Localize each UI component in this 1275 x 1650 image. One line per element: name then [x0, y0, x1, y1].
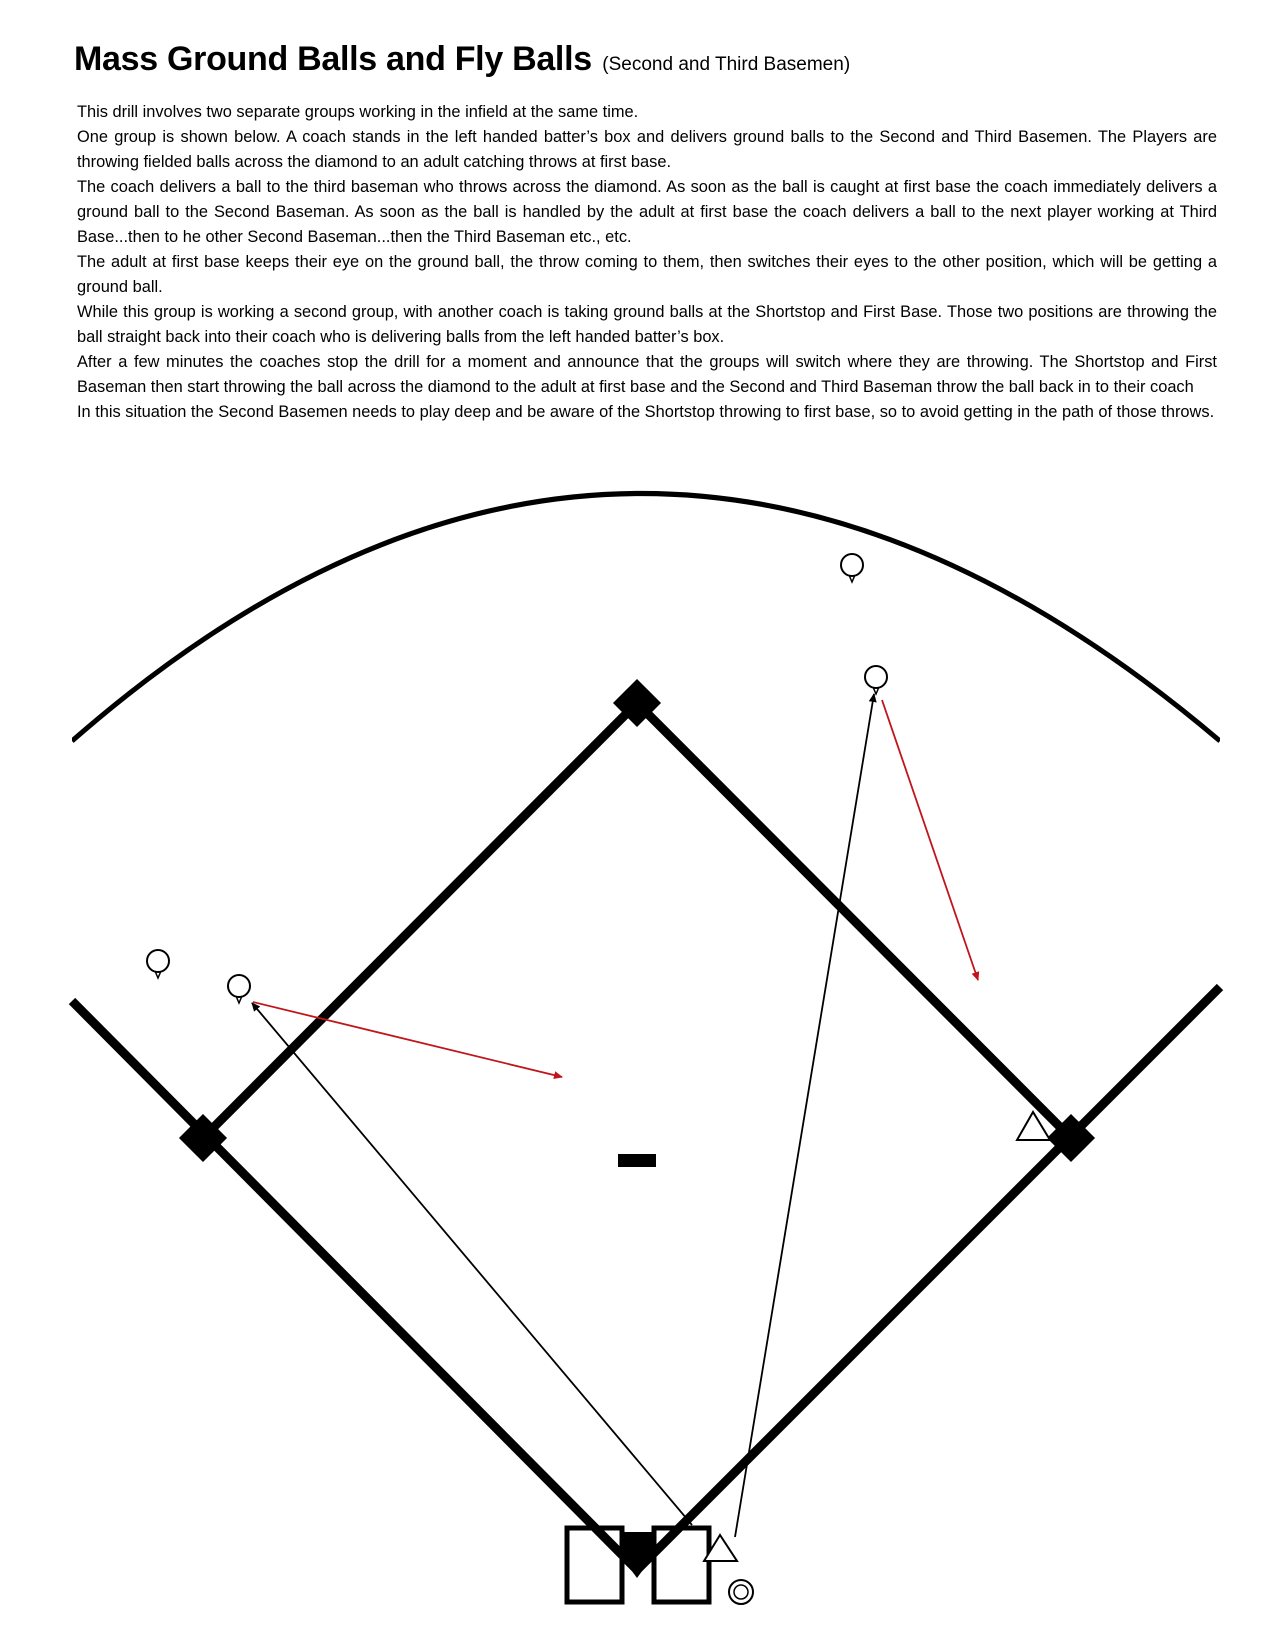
- right-foul-line: [637, 987, 1220, 1570]
- base-path-second-to-first: [637, 703, 1071, 1138]
- fielder-second-base: [865, 666, 887, 694]
- paragraph-5: While this group is working a second group, with another coach is taking ground balls at the Shortstop and First Base. Those two positions are throwing the ball straight back into their coach who is delivering balls from the left handed batter’s box.: [77, 303, 1217, 346]
- fielder-third-base: [228, 975, 250, 1003]
- paragraph-1: This drill involves two separate groups working in the infield at the same time.: [77, 103, 639, 121]
- ball-bucket-icon: [729, 1580, 753, 1604]
- fielder-third-base-deep: [147, 950, 169, 978]
- left-foul-line: [72, 1001, 637, 1570]
- base-path-third-to-second: [203, 703, 637, 1138]
- paragraph-3: The coach delivers a ball to the third baseman who throws across the diamond. As soon as the ball is caught at first base the coach immediately delivers a ground ball to the Second Baseman. As soon as the ball is handled by the adult at first base the coach delivers a ball to the next player working at Third Base...then to he other Second Baseman...then the Third Baseman etc., etc.: [77, 178, 1217, 246]
- pitchers-rubber: [618, 1154, 656, 1167]
- fielder-second-base-deep: [841, 554, 863, 582]
- page-title: Mass Ground Balls and Fly Balls: [74, 40, 592, 78]
- paragraph-6: After a few minutes the coaches stop the drill for a moment and announce that the groups will switch where they are throwing. The Shortstop and First Baseman then start throwing the ball across the diamond to the adult at first base and the Second and Third Baseman throw the ball back in to their coach: [77, 353, 1217, 396]
- throw-arrow-from-second-base: [882, 700, 978, 980]
- paragraph-2: One group is shown below. A coach stands in the left handed batter’s box and delivers ground balls to the Second and Third Basemen. The Players are throwing fielded balls across the diamond to an adult catching throws at first base.: [77, 128, 1217, 171]
- paragraph-4: The adult at first base keeps their eye on the ground ball, the throw coming to them, then switches their eyes to the other position, which will be getting a ground ball.: [77, 253, 1217, 296]
- paragraph-7: In this situation the Second Basemen needs to play deep and be aware of the Shortstop throwing to first base, so to avoid getting in the path of those throws.: [77, 403, 1215, 421]
- home-plate: [621, 1532, 653, 1578]
- hit-arrow-to-third-base: [252, 1003, 692, 1525]
- page-subtitle: (Second and Third Basemen): [602, 54, 851, 75]
- left-batters-box: [567, 1528, 622, 1602]
